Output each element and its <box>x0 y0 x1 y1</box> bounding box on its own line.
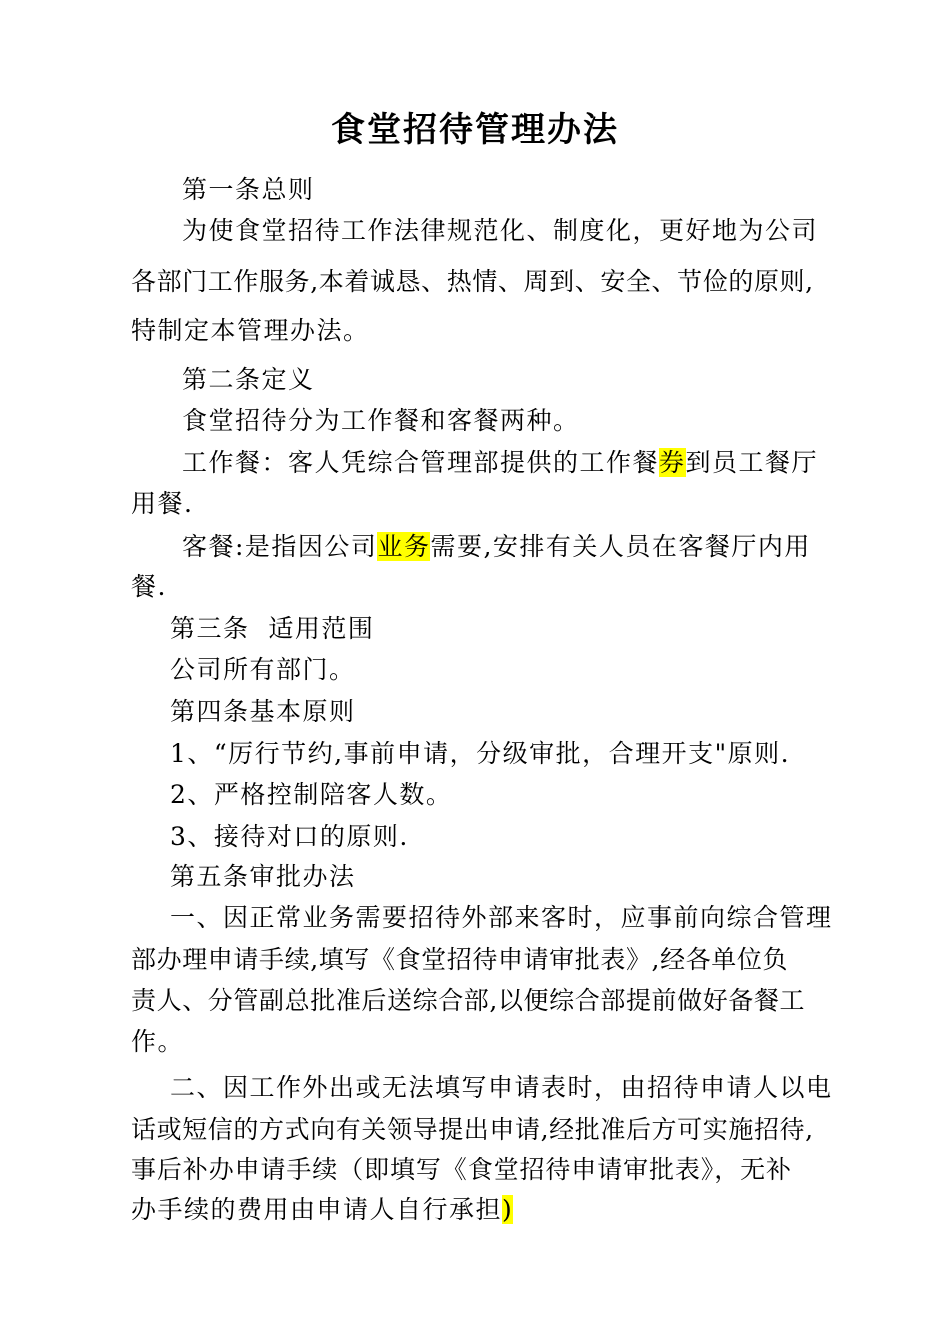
article-1-paragraph-line: 特制定本管理办法。 <box>131 316 370 345</box>
article-2-workmeal-line <box>182 445 818 481</box>
article-3-heading: 第三条 适用范围 <box>170 614 375 643</box>
highlighted-text: 券 <box>659 448 686 477</box>
article-5-paragraph-line: 二、因工作外出或无法填写申请表时，由招待申请人以电 <box>170 1073 833 1102</box>
article-5-paragraph-line: 话或短信的方式向有关领导提出申请,经批准后方可实施招待, <box>131 1115 814 1144</box>
document-title: 食堂招待管理办法 <box>331 110 619 150</box>
article-1-paragraph-line: 各部门工作服务,本着诚恳、热情、周到、安全、节俭的原则, <box>131 267 814 296</box>
highlighted-text: 业务 <box>377 532 431 561</box>
article-2-guestmeal-line <box>182 529 811 565</box>
workmeal-text: 工作餐：客人凭综合管理部提供的工作餐 <box>182 448 660 477</box>
article-5-heading: 第五条审批办法 <box>170 862 356 891</box>
article-5-paragraph-line: 一、因正常业务需要招待外部来客时，应事前向综合管理 <box>170 903 833 932</box>
article-5-paragraph-line: 部办理申请手续,填写《食堂招待申请审批表》,经各单位负 <box>131 945 789 974</box>
article-4-item: 3、接待对口的原则. <box>170 822 409 851</box>
highlighted-text: ) <box>502 1195 514 1224</box>
paragraph-text: 办手续的费用由申请人自行承担 <box>131 1195 503 1224</box>
article-5-paragraph-line: 事后补办申请手续（即填写《食堂招待申请审批表》，无补 <box>131 1155 792 1184</box>
article-2-paragraph: 食堂招待分为工作餐和客餐两种。 <box>182 406 580 435</box>
article-3-paragraph: 公司所有部门。 <box>170 655 356 684</box>
article-2-workmeal-line: 用餐. <box>131 489 194 518</box>
article-2-heading: 第二条定义 <box>182 365 315 394</box>
article-4-item: 2、严格控制陪客人数。 <box>170 780 453 809</box>
article-5-paragraph-line: 作。 <box>131 1027 185 1056</box>
article-2-guestmeal-line: 餐. <box>131 572 167 601</box>
article-5-paragraph-line <box>131 1192 513 1228</box>
article-1-heading: 第一条总则 <box>182 175 315 204</box>
article-5-paragraph-line: 责人、分管副总批准后送综合部,以便综合部提前做好备餐工 <box>131 986 806 1015</box>
article-1-paragraph-line: 为使食堂招待工作法律规范化、制度化，更好地为公司 <box>182 216 819 245</box>
guestmeal-text: 需要,安排有关人员在客餐厅内用 <box>430 532 811 561</box>
workmeal-text: 到员工餐厅 <box>685 448 819 477</box>
article-4-item: 1、“厉行节约,事前申请，分级审批，合理开支"原则. <box>170 739 791 768</box>
article-4-heading: 第四条基本原则 <box>170 697 356 726</box>
guestmeal-text: 客餐:是指因公司 <box>182 532 378 561</box>
